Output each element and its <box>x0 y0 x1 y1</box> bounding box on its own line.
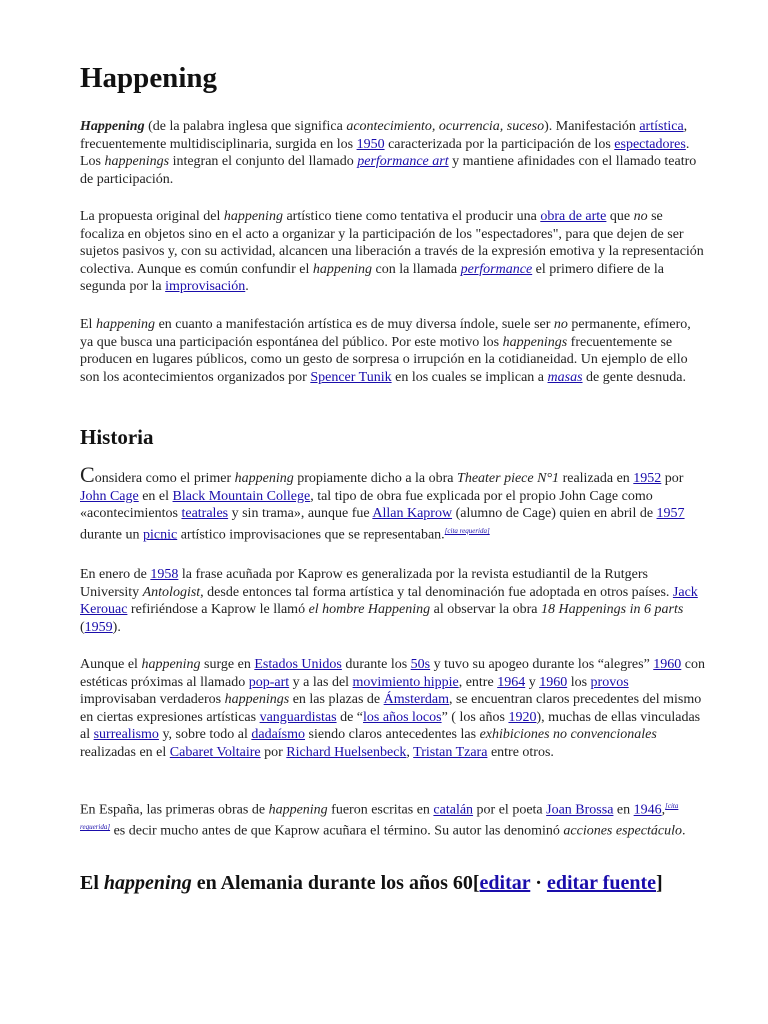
paragraph-estados-unidos <box>80 656 706 761</box>
link-50s[interactable]: 50s <box>410 657 431 672</box>
text: (de la palabra inglesa que significa <box>144 119 347 134</box>
link-teatrales[interactable]: teatrales <box>181 506 229 521</box>
link-improvisacion[interactable]: improvisación <box>165 279 246 294</box>
text: . <box>245 279 249 294</box>
link-allan-kaprow[interactable]: Allan Kaprow <box>372 506 453 521</box>
link-cabaret-voltaire[interactable]: Cabaret Voltaire <box>169 744 261 760</box>
text: permanente, efímero, ya que busca una participación espontánea del público. Por este motivo los <box>80 317 691 350</box>
link-1960[interactable]: 1960 <box>653 657 682 672</box>
text: frecuentemente se producen en lugares públicos, como un gesto de sorpresa o irrupción en la cotidianeidad. Un ejemplo de ello son los acontecimientos organizados por <box>80 334 688 385</box>
text: es decir mucho antes de que Kaprow acuñara el término. Su autor las denominó <box>110 823 564 839</box>
link-1946[interactable]: 1946 <box>633 802 662 818</box>
link-john-cage[interactable]: John Cage <box>80 488 139 504</box>
link-performance-art[interactable]: performance art <box>357 154 449 169</box>
citation-needed-link[interactable]: [cita requerida] <box>444 526 490 535</box>
link-1957[interactable]: 1957 <box>656 506 685 521</box>
link-1964[interactable]: 1964 <box>497 674 526 690</box>
text: onsidera como el primer <box>94 471 235 486</box>
link-masas[interactable]: masas <box>547 369 583 385</box>
text: los <box>567 674 591 690</box>
link-movimiento-hippie[interactable]: movimiento hippie <box>352 674 459 690</box>
text-italic: no <box>553 317 568 332</box>
text: ). <box>112 619 121 635</box>
text: , frecuentemente multidisciplinaria, surgida en los <box>80 119 688 152</box>
link-pop-art[interactable]: pop-art <box>248 674 290 690</box>
text: y tuvo su apogeo durante los “alegres” <box>430 657 654 672</box>
text: ] <box>656 872 663 894</box>
text: durante los <box>341 657 411 672</box>
link-artistica[interactable]: artística <box>639 119 684 134</box>
text: al observar la obra <box>430 602 541 617</box>
text-italic: 18 Happenings in 6 parts <box>540 602 684 617</box>
text-italic: happening <box>103 872 192 894</box>
link-1952[interactable]: 1952 <box>633 471 662 486</box>
text: que <box>606 209 634 224</box>
text: integran el conjunto del llamado <box>169 154 358 169</box>
paragraph-indole <box>80 316 706 386</box>
text: refiriéndose a Kaprow le llamó <box>127 602 309 617</box>
text: en cuanto a manifestación artística es de muy diversa índole, suele ser <box>155 317 554 332</box>
text: artístico improvisaciones que se representaban. <box>177 527 445 543</box>
link-los-anos-locos[interactable]: los años locos <box>363 709 442 725</box>
text-italic: no <box>633 209 648 224</box>
text: de gente desnuda. <box>582 369 686 385</box>
text: ” ( los años <box>441 709 509 725</box>
paragraph-1958 <box>80 566 706 636</box>
text-italic: happening <box>95 317 156 332</box>
text: se focaliza en objetos sino en el acto a organizar y la participación de los "espectadores", para que dejen de ser sujetos pasivos y, con su actividad, alcancen una liberación a través de la expresión emotiva y la representación colectiva. Aunque es común confundir el <box>80 209 704 277</box>
text: , <box>406 744 414 760</box>
link-1958[interactable]: 1958 <box>150 567 179 582</box>
text: fueron escritas en <box>327 802 434 818</box>
text: , <box>661 802 666 818</box>
text: y <box>525 674 540 690</box>
text: en las plazas de <box>289 692 384 707</box>
link-jack-kerouac[interactable]: Jack Kerouac <box>80 584 698 617</box>
drop-cap: C <box>80 462 95 487</box>
text: En enero de <box>80 567 151 582</box>
text: . Los <box>80 136 690 169</box>
paragraph-propuesta <box>80 208 706 296</box>
edit-link[interactable]: editar <box>479 872 531 894</box>
text: surge en <box>200 657 255 672</box>
link-tristan-tzara[interactable]: Tristan Tzara <box>413 744 488 760</box>
text: en <box>613 802 634 818</box>
text-italic: Antologist <box>142 584 201 600</box>
text-italic: happening <box>312 261 372 277</box>
text: El <box>80 872 104 894</box>
intro-paragraph <box>80 118 706 188</box>
text: ( <box>80 619 85 635</box>
link-vanguardistas[interactable]: vanguardistas <box>259 709 337 725</box>
text-italic: Theater piece N°1 <box>457 471 560 486</box>
paragraph-primer-happening <box>80 462 706 544</box>
text-italic: happening <box>234 471 294 486</box>
section-heading-alemania <box>80 870 700 896</box>
text: durante un <box>80 527 143 543</box>
text: realizada en <box>559 471 634 486</box>
text: y a las del <box>289 674 353 690</box>
text: la frase acuñada por Kaprow es generalizada por la revista estudiantil de la Rutgers University <box>80 567 648 600</box>
text: entre otros. <box>487 744 554 760</box>
link-dadaismo[interactable]: dadaísmo <box>251 727 306 742</box>
text: , entre <box>458 674 498 690</box>
link-obra-de-arte[interactable]: obra de arte <box>540 209 607 224</box>
text: , tal tipo de obra fue explicada por el propio John Cage como «acontecimientos <box>80 488 653 521</box>
text: con la llamada <box>371 261 461 277</box>
text-italic: happening <box>223 209 283 224</box>
term-happening: Happening <box>80 119 145 134</box>
link-amsterdam[interactable]: Ámsterdam <box>383 692 449 707</box>
text: La propuesta original del <box>80 209 224 224</box>
text: por <box>260 744 287 760</box>
text-italic: happenings <box>502 334 568 350</box>
text: ), muchas de ellas vinculadas al <box>80 709 701 742</box>
link-provos[interactable]: provos <box>590 674 629 690</box>
separator: · <box>530 872 547 894</box>
paragraph-espana <box>80 798 706 840</box>
text: siendo claros antecedentes las <box>305 727 480 742</box>
text-italic: acontecimiento, ocurrencia, suceso <box>346 119 545 134</box>
text: (alumno de Cage) quien en abril de <box>452 506 657 521</box>
text: el primero difiere de la segunda por la <box>80 261 664 294</box>
link-1960-b[interactable]: 1960 <box>539 674 568 690</box>
link-surrealismo[interactable]: surrealismo <box>93 727 159 742</box>
page-title: Happening <box>80 62 217 94</box>
link-joan-brossa[interactable]: Joan Brossa <box>546 802 614 818</box>
link-black-mountain-college[interactable]: Black Mountain College <box>172 488 311 504</box>
link-richard-huelsenbeck[interactable]: Richard Huelsenbeck <box>286 744 407 760</box>
link-spencer-tunik[interactable]: Spencer Tunik <box>310 369 392 385</box>
text: por <box>661 471 684 486</box>
text: y, sobre todo al <box>158 727 252 742</box>
text: , desde entonces tal forma artística y tal denominación fue adoptada en otros países. <box>200 584 673 600</box>
text-italic: happenings <box>104 154 170 169</box>
text-italic: el hombre Happening <box>308 602 431 617</box>
text: Aunque el <box>80 657 142 672</box>
link-performance[interactable]: performance <box>460 261 533 277</box>
text: ). Manifestación <box>544 119 640 134</box>
link-1950[interactable]: 1950 <box>356 136 385 152</box>
text: en el <box>138 488 173 504</box>
text: realizadas en el <box>80 744 170 760</box>
text: artístico tiene como tentativa el producir una <box>282 209 541 224</box>
text-italic: happening <box>268 802 328 818</box>
link-1959[interactable]: 1959 <box>84 619 113 635</box>
text-italic: exhibiciones no convencionales <box>479 727 657 742</box>
text-italic: happenings <box>224 692 290 707</box>
citation-needed-link[interactable]: [cita requerida] <box>80 802 679 832</box>
text: . <box>681 823 686 839</box>
link-estados-unidos[interactable]: Estados Unidos <box>254 657 342 672</box>
text: por el poeta <box>473 802 547 818</box>
text: El <box>80 317 96 332</box>
text: , se encuentran claros precedentes del mismo en ciertas expresiones artísticas <box>80 692 702 725</box>
text: con estéticas próximas al llamado <box>80 657 705 690</box>
link-picnic[interactable]: picnic <box>142 527 178 543</box>
text: en Alemania durante los años 60[ <box>191 872 480 894</box>
text: y sin trama», aunque fue <box>228 506 373 521</box>
text-italic: happening <box>141 657 201 672</box>
text: en los cuales se implican a <box>391 369 548 385</box>
text: propiamente dicho a la obra <box>293 471 458 486</box>
text: y mantiene afinidades con el llamado teatro de participación. <box>80 154 697 187</box>
edit-source-link[interactable]: editar fuente <box>546 872 656 894</box>
text-italic: acciones espectáculo <box>563 823 682 839</box>
section-heading-historia: Historia <box>80 425 154 449</box>
link-1920[interactable]: 1920 <box>508 709 537 725</box>
text: En España, las primeras obras de <box>80 802 269 818</box>
text: caracterizada por la participación de los <box>384 136 615 152</box>
text: improvisaban verdaderos <box>80 692 225 707</box>
link-espectadores[interactable]: espectadores <box>614 136 686 152</box>
link-catalan[interactable]: catalán <box>433 802 474 818</box>
text: de “ <box>336 709 364 725</box>
